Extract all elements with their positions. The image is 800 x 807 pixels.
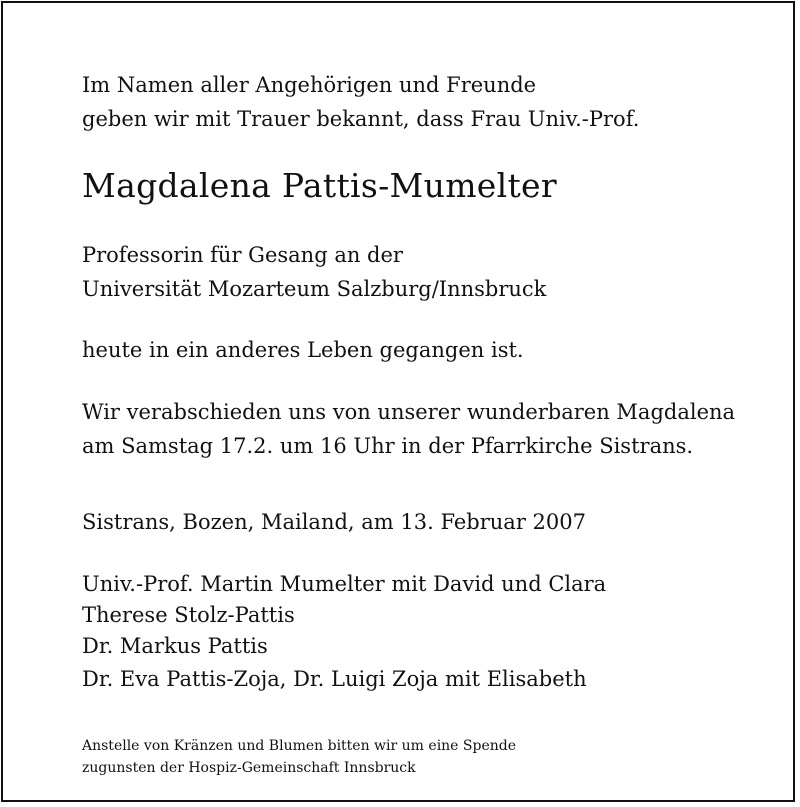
place-date: Sistrans, Bozen, Mailand, am 13. Februar 2007 — [82, 510, 586, 534]
farewell-line-2: am Samstag 17.2. um 16 Uhr in der Pfarrkirche Sistrans. — [82, 434, 694, 458]
farewell-line-1: Wir verabschieden uns von unserer wunderbaren Magdalena — [82, 400, 736, 424]
deceased-name: Magdalena Pattis-Mumelter — [82, 166, 557, 205]
profession-line-1: Professorin für Gesang an der — [82, 243, 403, 267]
mourner-3: Dr. Markus Pattis — [82, 634, 268, 658]
profession-line-2: Universität Mozarteum Salzburg/Innsbruck — [82, 277, 547, 301]
mourner-4: Dr. Eva Pattis-Zoja, Dr. Luigi Zoja mit Elisabeth — [82, 667, 587, 691]
mourner-1: Univ.-Prof. Martin Mumelter mit David und Clara — [82, 572, 607, 596]
intro-line-2: geben wir mit Trauer bekannt, dass Frau Univ.-Prof. — [82, 107, 640, 131]
mourner-2: Therese Stolz-Pattis — [82, 603, 295, 627]
donation-note-line-2: zugunsten der Hospiz-Gemeinschaft Innsbruck — [82, 760, 416, 776]
passing-statement: heute in ein anderes Leben gegangen ist. — [82, 338, 524, 362]
intro-line-1: Im Namen aller Angehörigen und Freunde — [82, 73, 537, 97]
donation-note-line-1: Anstelle von Kränzen und Blumen bitten wir um eine Spende — [82, 738, 517, 754]
